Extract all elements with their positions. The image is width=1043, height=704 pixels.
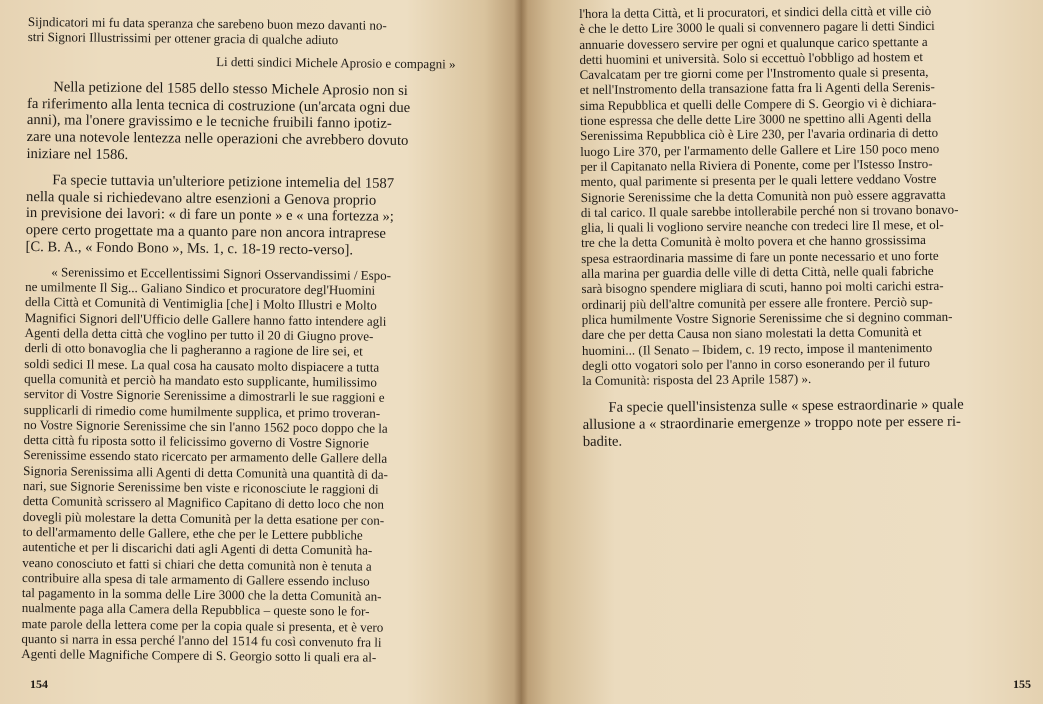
left-page (0, 0, 521, 704)
page-number-left: 154 (30, 677, 48, 691)
left-page-text (21, 14, 456, 666)
paragraph-petizione-1587: Fa specie tuttavia un'ulteriore petizione intemelia del 1587 nella quale si richiedevano altre esenzioni a Genova proprio in previsione dei lavori: « di fare un ponte » e « una fortezza »; opere certo progettate ma a quanto pare non ancora intraprese [C. B. A., « Fondo Bono », Ms. 1, c. 18-19 recto-verso]. (25, 172, 395, 259)
block-quote-serenissimo: « Serenissimo et Eccellentissimi Signori Osservandissimi / Espo- ne umilmente Il Sig... Galiano Sindico et procuratore degl'Huomini della Città et Comunità di Ventimiglia [che] i Molto Illustri e Molto Magnifici Signori dell'Ufficio delle Gallere hanno fatto intendere agli Agenti della detta città che voglino per tutto il 20 di Giugno prove- derli di otto bonavoglia che li pagheranno a ragione de lire sei, et soldi sedici Il mese. La qual cosa ha causato molto dispiacere a tutta quella comunità et perciò ha mandato esto supplicante, humilissimo servitor di Vostre Signorie Serenissime a dimostrarli le sue raggioni e supplicarli di rimedio come humilmente supplica, et primo troveran- no Vostre Signorie Serenissime che sin l'anno 1562 poco doppo che la detta città fu riposta sotto il felicissimo governo di Vostre Signorie Serenissime essendo stato ricercato per armamento delle Gallere della Signoria Serenissima alli Agenti di detta Comunità una quantità di da- nari, sue Signorie Serenissime ben viste e riconosciute le raggioni di detta Comunità scrissero al Magnifico Capitano di detto loco che non dovegli più molestare la detta Comunità per la detta esatione per con- to dell'armamento delle Gallere, ethe che per le Lettere pubbliche autentiche et per li discarichi dati agli Agenti di detta Comunità ha- veano conosciuto et fatti si chiari che detta comunità non è tenuta a contribuire alla spesa di tale armamento di Gallere essendo incluso tal pagamento in la somma delle Lire 3000 che la detta Comunità an- nualmente paga alla Camera della Repubblica – queste sono le for- mate parole della lettera come per la copia quale si presenta, et è vero quanto si narra in essa perché l'anno del 1514 fu così convenuto fra li Agenti delle Magnifiche Compere di S. Georgio sotto li quali era al- (21, 264, 392, 665)
page-number-right: 155 (1013, 677, 1031, 691)
quote-signature: Li detti sindici Michele Aprosio e compagni » (216, 53, 456, 72)
paragraph-petizione-1585: Nella petizione del 1585 dello stesso Michele Aprosio non si fa riferimento alla lenta tecnica di costruzione (un'arcata ogni due anni), ma l'onere gravissimo e le tecniche fruibili fanno ipotiz- zare una notevole lentezza nelle operazioni che avrebbero dovuto iniziare nel 1586. (26, 79, 411, 164)
right-page (521, 0, 1043, 704)
paragraph-spese-estraordinarie: Fa specie quell'insistenza sulle « spese estraordinarie » quale allusione a « straordinarie emergenze » troppo note per essere ri- badite. (582, 397, 964, 450)
book-gutter (514, 0, 528, 704)
block-quote-continuation: l'hora la detta Città, et li procuratori, et sindici della città et ville ciò è che le detto Lire 3000 le quali si convennero pagare li detti Sindici annuarie dovessero servire per ogni et qualunque carico spettante a detti huomini et università. Solo si eccettuò l'obbligo ad hostem et Cavalcatam per tre giorni come per l'Instromento quale si presenta, et nell'Instromento della transazione fatta fra li Agenti della Serenis- sima Repubblica et quelli delle Compere di S. Georgio vi è dichiara- tione espressa che delle dette Lire 3000 ne spettino alli Agenti della Serenissima Repubblica ciò è Lire 230, per l'avaria ordinaria di detto luogo Lire 370, per l'armamento delle Gallere et Lire 150 poco meno per il Capitanato nella Riviera di Ponente, come per l'Istesso Instro- mento, qual parimente si presenta per le quali lettere veddano Vostre Signorie Serenissime che la detta Comunità non può essere aggravatta di tal carico. Il quale sarebbe intollerabile perché non si trovano bonavo- glia, li quali li vogliono servire neanche con tredeci lire Il mese, et ol- tre che la detta Comunità è molto povera et che hanno grossissima spesa estraordinaria massime di fare un ponte necessario et uno forte alla marina per guardia delle ville di detta Città, nelle quali fabriche sarà bisogno spendere migliara di scuti, hanno poi molti carichi estra- ordinarij più dell'altre comunità per essere alle frontere. Perciò sup- plica humilmente Vostre Signorie Serenissime che si degnino comman- dare che per detta Causa non siano molestati la detta Comunità et huomini... (Il Senato – Ibidem, c. 19 recto, impose il mantenimento degli otto vogatori solo per l'anno in corso esonerando per il futuro la Comunità: risposta del 23 Aprile 1587) ». (579, 2, 959, 389)
opening-quote-lines: Sijndicatori mi fu data speranza che sarebeno buon mezo davanti no- stri Signori Illustrissimi per ottener gracia di qualche adiuto (27, 14, 387, 48)
right-page-text (579, 2, 1001, 450)
